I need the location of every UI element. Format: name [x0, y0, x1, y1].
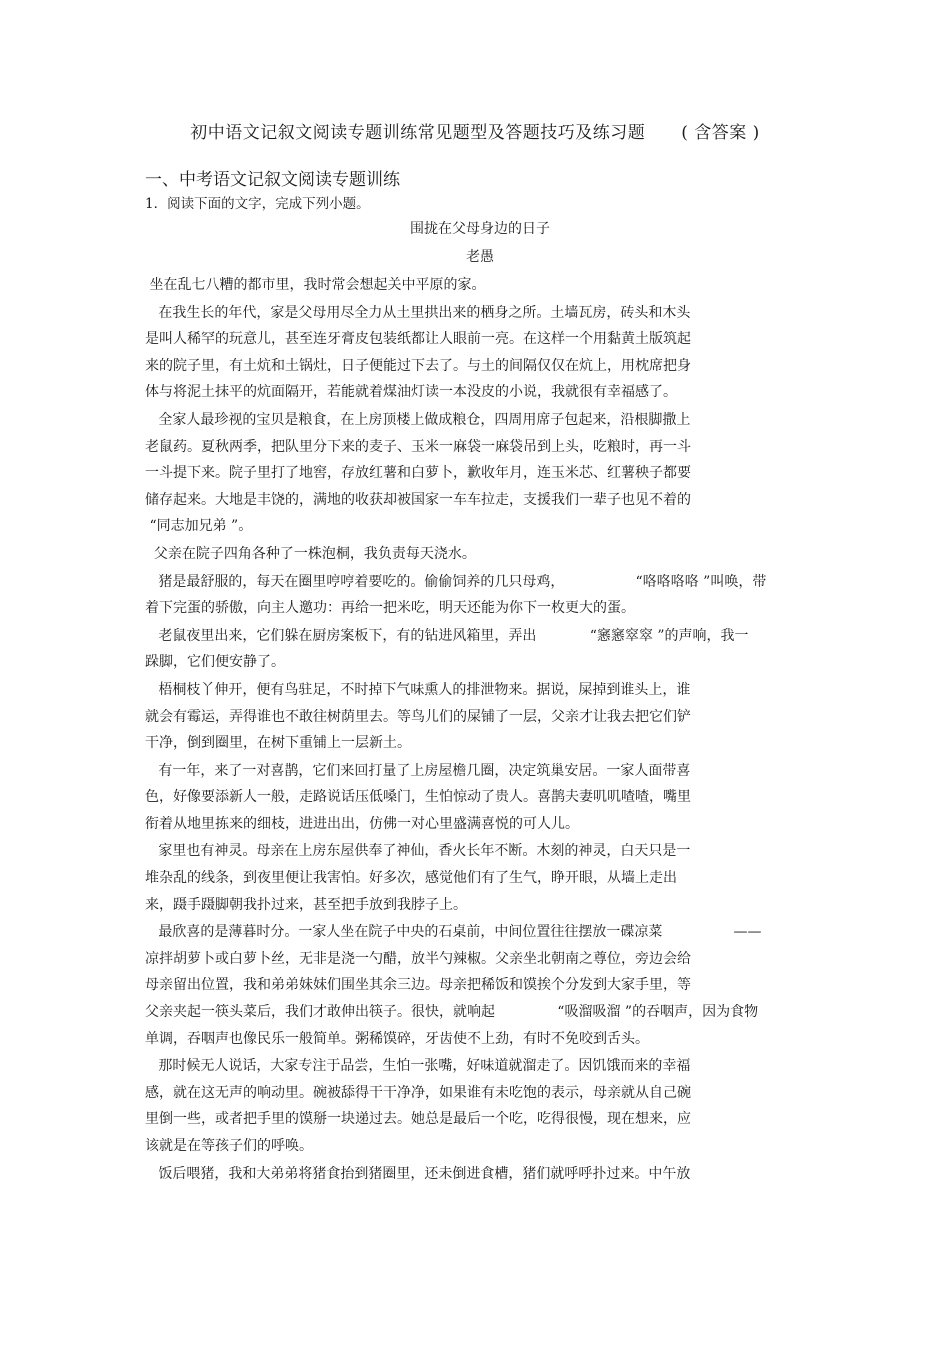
text-line: 感，就在这无声的响动里。碗被舔得干干净净，如果谁有未吃饱的表示，母亲就从自己碗 — [145, 1084, 691, 1101]
text-line: 最欣喜的是薄暮时分。一家人坐在院子中央的石桌前，中间位置往往摆放一碟凉菜 —— — [145, 924, 762, 941]
text-line: 在我生长的年代，家是父母用尽全力从土里拱出来的栖身之所。土墙瓦房，砖头和木头 — [145, 304, 691, 321]
story-title: 围拢在父母身边的日子 — [410, 221, 550, 237]
text-line: 家里也有神灵。母亲在上房东屋供奉了神仙，香火长年不断。木刻的神灵，白天只是一 — [145, 843, 691, 860]
text-line: 是叫人稀罕的玩意儿，甚至连牙膏皮包装纸都让人眼前一亮。在这样一个用黏黄土版筑起 — [145, 331, 691, 348]
text-line: 跺脚，它们便安静了。 — [145, 654, 285, 671]
text-line: 储存起来。大地是丰饶的，满地的收获却被国家一车车拉走，支援我们一辈子也见不着的 — [145, 491, 691, 508]
document-title — [0, 118, 950, 143]
document-title-suffix: ( 含答案 ) — [681, 123, 760, 143]
story-body — [145, 272, 810, 1187]
text-line: 单调，吞咽声也像民乐一般简单。粥稀馍碎，牙齿使不上劲，有时不免咬到舌头。 — [145, 1030, 649, 1047]
text-line: 就会有霉运，弄得谁也不敢往树荫里去。等鸟儿们的屎铺了一层，父亲才让我去把它们铲 — [145, 708, 691, 725]
text-line: 坐在乱七八糟的都市里，我时常会想起关中平原的家。 — [145, 277, 486, 293]
document-title-main: 初中语文记叙文阅读专题训练常见题型及答题技巧及练习题 — [190, 123, 646, 143]
text-line: 饭后喂猪，我和大弟弟将猪食抬到猪圈里，还未倒进食槽，猪们就呼呼扑过来。中午放 — [145, 1165, 691, 1182]
text-line: 全家人最珍视的宝贝是粮食，在上房顶楼上做成粮仓，四周用席子包起来，沿根脚撒上 — [145, 411, 691, 428]
text-line: 里倒一些，或者把手里的馍掰一块递过去。她总是最后一个吃，吃得很慢，现在想来，应 — [145, 1111, 691, 1128]
text-line: 猪是最舒服的，每天在圈里哼哼着要吃的。偷偷饲养的几只母鸡， “咯咯咯咯 ”叫唤，带 — [145, 573, 767, 590]
question-prompt: 1．阅读下面的文字，完成下列小题。 — [145, 196, 370, 212]
text-line: 老鼠夜里出来，它们躲在厨房案板下，有的钻进风箱里，弄出 “窸窸窣窣 ”的声响，我一 — [145, 627, 749, 644]
text-line: 衔着从地里拣来的细枝，进进出出，仿佛一对心里盛满喜悦的可人儿。 — [145, 815, 579, 832]
text-line: 着下完蛋的骄傲，向主人邀功：再给一把米吃，明天还能为你下一枚更大的蛋。 — [145, 600, 635, 617]
text-line: 堆杂乱的线条，到夜里便让我害怕。好多次，感觉他们有了生气，睁开眼，从墙上走出 — [145, 870, 677, 887]
text-line: “同志加兄弟 ”。 — [145, 518, 253, 535]
text-line: 父亲在院子四角各种了一株泡桐，我负责每天浇水。 — [145, 545, 476, 562]
text-line: 母亲留出位置，我和弟弟妹妹们围坐其余三边。母亲把稀饭和馍挨个分发到大家手里，等 — [145, 977, 691, 994]
text-line: 色，好像要添新人一般，走路说话压低嗓门，生怕惊动了贵人。喜鹊夫妻叽叽喳喳，嘴里 — [145, 789, 691, 806]
text-line: 该就是在等孩子们的呼唤。 — [145, 1138, 313, 1154]
text-line: 那时候无人说话，大家专注于品尝，生怕一张嘴，好味道就溜走了。因饥饿而来的幸福 — [145, 1058, 691, 1075]
text-line: 有一年，来了一对喜鹊，它们来回打量了上房屋檐几圈，决定筑巢安居。一家人面带喜 — [145, 762, 691, 779]
text-line: 干净，倒到圈里，在树下重铺上一层新土。 — [145, 735, 411, 752]
section-heading: 一、中考语文记叙文阅读专题训练 — [145, 170, 400, 190]
text-line: 梧桐枝丫伸开，便有鸟驻足，不时掉下气味熏人的排泄物来。据说，屎掉到谁头上，谁 — [145, 681, 691, 698]
text-line: 体与将泥土抹平的炕面隔开，若能就着煤油灯读一本没皮的小说，我就很有幸福感了。 — [145, 384, 677, 401]
story-author: 老愚 — [466, 249, 494, 265]
text-line: 来，蹑手蹑脚朝我扑过来，甚至把手放到我脖子上。 — [145, 896, 467, 913]
text-line: 来的院子里，有土炕和土锅灶，日子便能过下去了。与土的间隔仅仅在炕上，用枕席把身 — [145, 357, 691, 374]
text-line: 父亲夹起一筷头菜后，我们才敢伸出筷子。很快，就响起 “吸溜吸溜 ”的吞咽声，因为食物 — [145, 1004, 759, 1021]
text-line: 老鼠药。夏秋两季，把队里分下来的麦子、玉米一麻袋一麻袋吊到上头，吃粮时，再一斗 — [145, 438, 691, 455]
text-line: 一斗提下来。院子里打了地窖，存放红薯和白萝卜，歉收年月，连玉米芯、红薯秧子都要 — [145, 465, 691, 482]
text-line: 凉拌胡萝卜或白萝卜丝，无非是浇一勺醋，放半勺辣椒。父亲坐北朝南之尊位，旁边会给 — [145, 950, 691, 967]
